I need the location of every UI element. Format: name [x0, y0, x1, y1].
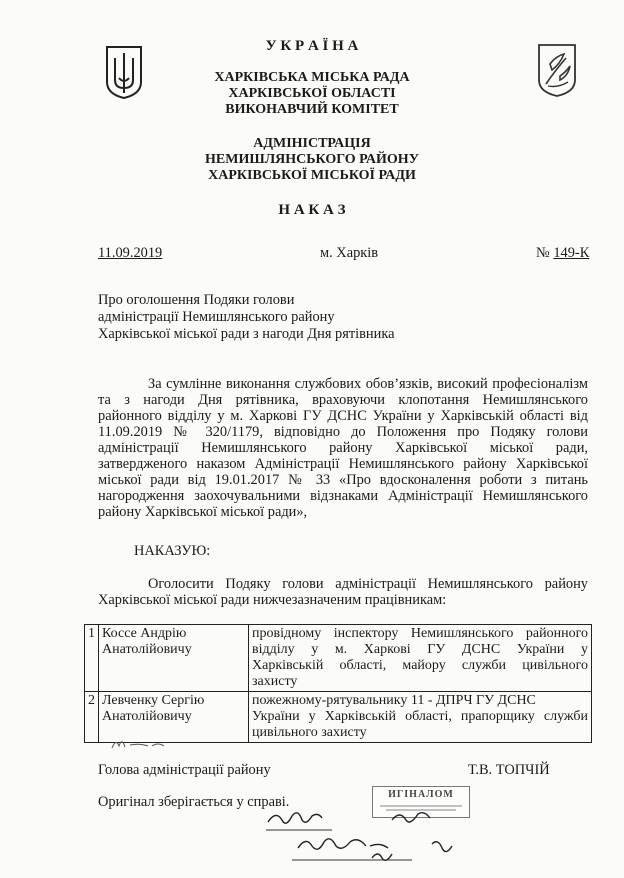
original-note: Оригінал зберігається у справі. [98, 794, 290, 810]
row-number: 1 [85, 625, 99, 692]
administration-line-1: АДМІНІСТРАЦІЯ [253, 136, 371, 151]
stamp-label: ИГІНАЛОМ [388, 789, 454, 800]
preamble-line-1: За сумлінне виконання службових обов’язків, високий професіоналізм [148, 376, 588, 392]
preamble-line-6: затвердженого наказом Адміністрації Немишлянського району Харківської [98, 456, 588, 472]
name-line: Коссе Андрію [102, 626, 187, 641]
position-line: захисту [252, 674, 298, 689]
row-number: 2 [85, 692, 99, 743]
order-city: м. Харків [320, 245, 379, 261]
council-line-2: ХАРКІВСЬКОЇ ОБЛАСТІ [228, 86, 396, 101]
name-line: Анатолійовичу [102, 642, 192, 657]
signer-name: Т.В. ТОПЧІЙ [468, 762, 550, 778]
preamble-line-3: районного відділу у м. Харкові ГУ ДСНС України у Харківській області від [98, 408, 588, 424]
preamble-line-9: району Харківської міської ради», [98, 504, 308, 520]
preamble-line-4: 11.09.2019 № 320/1179, відповідно до Положення про Подяку голови [98, 424, 588, 440]
preamble-line-7: міської ради від 19.01.2017 № 33 «Про вдосконалення роботи з питань [98, 472, 588, 488]
order-date: 11.09.2019 [98, 245, 163, 261]
council-line-1: ХАРКІВСЬКА МІСЬКА РАДА [214, 70, 410, 85]
position-line: Харківській області, майору служби цивільного [252, 658, 588, 673]
preamble-line-2: та з нагоди Дня рятівника, враховуючи клопотання Немишлянського [98, 392, 588, 408]
subject-line-2: адміністрації Немишлянського району [98, 309, 335, 325]
preamble-line-8: нагородження заохочувальними відзнаками Адміністрації Немишлянського [98, 488, 588, 504]
position-line: відділу у м. Харкові ГУ ДСНС України у [252, 642, 588, 657]
preamble-line-5: адміністрації Немишлянського району Харківської міської ради, [98, 440, 588, 456]
document-type: Н А К А З [278, 202, 346, 218]
staff-table [84, 624, 592, 743]
name-line: Левченку Сергію [102, 693, 205, 708]
table-row [85, 625, 592, 692]
employee-position [249, 625, 592, 692]
employee-name [99, 625, 249, 692]
handwritten-signature-icon [262, 802, 462, 872]
administration-line-3: ХАРКІВСЬКОЇ МІСЬКОЇ РАДИ [208, 168, 416, 183]
name-line: Анатолійовичу [102, 709, 192, 724]
administration-line-2: НЕМИШЛЯНСЬКОГО РАЙОНУ [205, 152, 419, 167]
position-line: пожежному-рятувальнику 11 - ДПРЧ ГУ ДСНС [252, 693, 536, 708]
position-line: України у Харківській області, прапорщику служби [252, 709, 588, 724]
employee-position [249, 692, 592, 743]
subject-line-1: Про оголошення Подяки голови [98, 292, 295, 308]
announce-line-1: Оголосити Подяку голови адміністрації Немишлянського району [148, 576, 588, 592]
council-line-3: ВИКОНАВЧИЙ КОМІТЕТ [225, 102, 399, 117]
announce-line-2: Харківської міської ради нижчезазначеним працівникам: [98, 592, 447, 608]
signer-title: Голова адміністрації району [98, 762, 271, 778]
order-word: НАКАЗУЮ: [134, 543, 211, 559]
number-value: 149-К [553, 245, 590, 261]
country-title: У К Р А Ї Н А [265, 38, 359, 54]
initials-scribble-icon [110, 734, 166, 752]
position-line: провідному інспектору Немишлянського районного [252, 626, 588, 641]
order-number [536, 245, 589, 262]
number-prefix: № [536, 245, 550, 261]
position-line: цивільного захисту [252, 725, 367, 740]
subject-line-3: Харківської міської ради з нагоди Дня рятівника [98, 326, 395, 342]
